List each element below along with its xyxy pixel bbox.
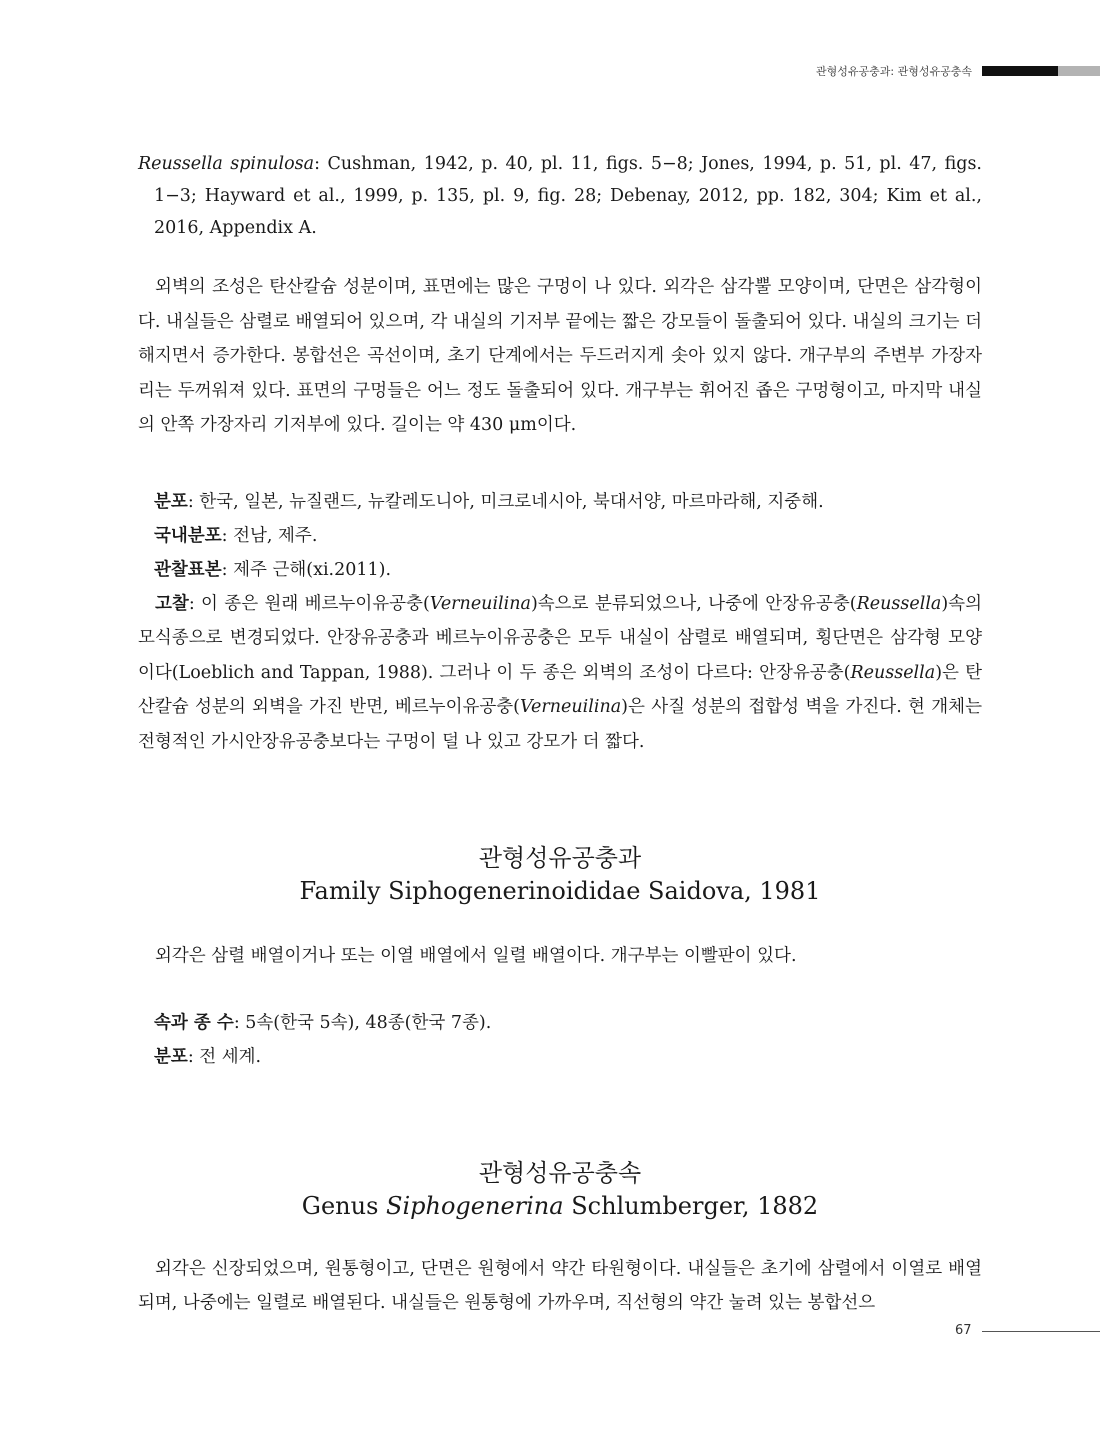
remarks-text-4: )은 탄산칼슘 성분의 외벽을 가진 반면, 베르누이유공충( [138,662,982,717]
specimen-line [138,553,982,587]
family-title-korean: 관형성유공충과 [478,844,642,872]
remarks-text-1: : 이 종은 원래 베르누이유공충( [188,593,430,614]
remarks-text-5: )은 사질 성분의 접합성 벽을 가진다. 현 개체는 전형적인 가시안장유공충보다는 구멍이 덜 나 있고 강모가 더 짧다. [138,697,982,752]
family-section [138,841,982,1074]
domestic-distribution-line [138,519,982,553]
remarks-italic-4: Verneuilina [520,697,622,717]
header-bar-gray [1058,66,1100,76]
specimen-value: : 제주 근해(xi.2011). [221,559,392,580]
page-number: 67 [955,1323,972,1338]
remarks-italic-1: Verneuilina [429,593,531,614]
family-distribution-label: 분포 [154,1046,188,1067]
distribution-value: : 한국, 일본, 뉴질랜드, 뉴칼레도니아, 미크로네시아, 북대서양, 마르마라해, 지중해. [187,491,824,512]
genus-description: 외각은 신장되었으며, 원통형이고, 단면은 원형에서 약간 타원형이다. 내실들은 초기에 삼렬에서 이열로 배열되며, 나중에는 일렬로 배열된다. 내실들은 원통형에 가까우며, 직선형의 약간 눌려 있는 봉합선으 [138,1258,982,1313]
genus-title-prefix: Genus [301,1191,387,1220]
remarks-text-2: )속으로 분류되었으나, 나중에 안장유공충( [530,593,857,614]
genera-label: 속과 종 수 [154,1012,234,1033]
family-distribution-line [138,1040,982,1074]
genus-title-korean: 관형성유공충속 [478,1158,642,1187]
remarks-label: 고찰 [155,593,189,614]
species-description: 외벽의 조성은 탄산칼슘 성분이며, 표면에는 많은 구멍이 나 있다. 외각은 삼각뿔 모양이며, 단면은 삼각형이다. 내실들은 삼렬로 배열되어 있으며, 각 내실의 기저부 끝에는 짧은 강모들이 돌출되어 있다. 내실의 크기는 더해지면서 증가한다. 봉합선은 곡선이며, 초기 단계에서는 두드러지게 솟아 있지 않다. 개구부의 주변부 가장자리는 두꺼워져 있다. 표면의 구멍들은 어느 정도 돌출되어 있다. 개구부는 휘어진 좁은 구멍형이고, 마지막 내실의 안쪽 가장자리 기저부에 있다. 길이는 약 430 μm이다. [138,277,982,435]
remarks-italic-2: Reussella [856,593,942,614]
synonymy-entry [138,148,982,244]
family-distribution-value: : 전 세계. [187,1046,262,1067]
synonymy-references: : Cushman, 1942, p. 40, pl. 11, figs. 5−8; Jones, 1994, p. 51, pl. 47, figs. 1−3; Hayward et al., 1999, p. 135, pl. 9, fig. 28; Debenay, 2012, pp. 182, 304; Kim et al., 2016, Appendix A. [154,154,982,238]
synonymy-taxon: Reussella spinulosa [138,154,315,174]
genus-title-suffix: Schlumberger, 1882 [563,1191,819,1220]
species-meta [138,485,982,760]
family-title-english: Family Siphogenerinoididae Saidova, 1981 [299,877,821,905]
running-header [0,64,1100,78]
distribution-line [138,485,982,519]
header-bar-dark [982,66,1058,76]
genera-count-line [138,1006,982,1040]
footer-rule [982,1331,1100,1332]
specimen-label: 관찰표본 [154,559,222,580]
distribution-label: 분포 [154,491,188,512]
family-meta [138,1006,982,1074]
page-body [138,148,982,1321]
family-description: 외각은 삼렬 배열이거나 또는 이열 배열에서 일렬 배열이다. 개구부는 이빨판이 있다. [155,946,797,966]
remarks-italic-3: Reussella [850,662,936,683]
running-title: 관형성유공충과: 관형성유공충속 [816,65,972,78]
domestic-label: 국내분포 [154,525,222,546]
genus-section [138,1156,982,1321]
genus-title-italic: Siphogenerina [386,1191,564,1220]
remarks-text-3: )속의 모식종으로 변경되었다. 안장유공충과 베르누이유공충은 모두 내실이 삼렬로 배열되며, 횡단면은 삼각형 모양이다(Loeblich and Tappan, 1988). 그러나 이 두 종은 외벽의 조성이 다르다: 안장유공충( [138,593,982,683]
genera-value: : 5속(한국 5속), 48종(한국 7종). [233,1012,492,1033]
remarks-paragraph [138,587,982,760]
domestic-value: : 전남, 제주. [221,525,318,546]
genus-title-english [138,1190,982,1222]
